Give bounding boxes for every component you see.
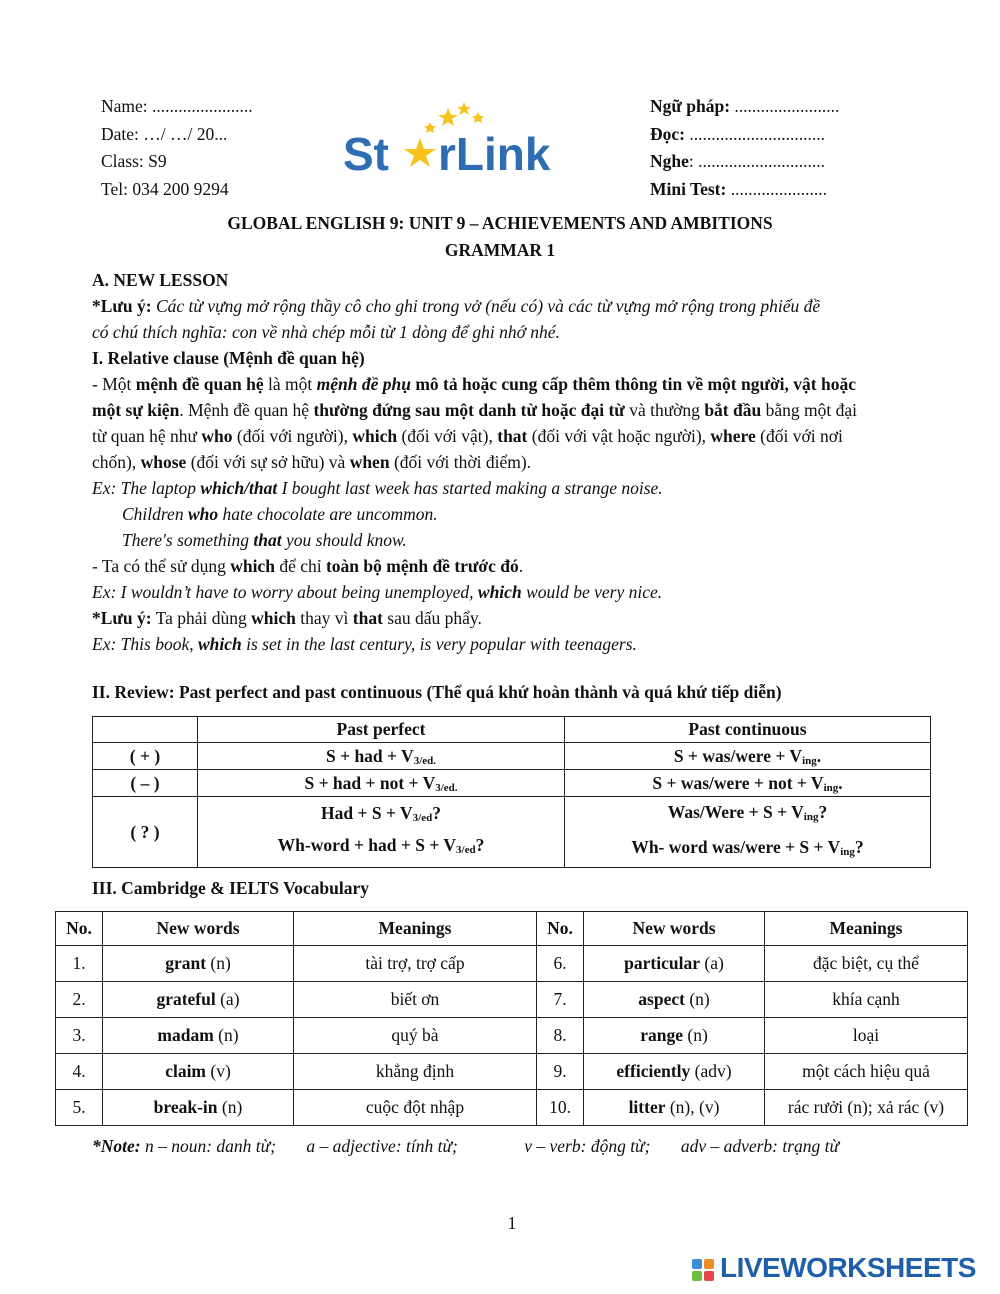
- row-label: ( + ): [93, 743, 198, 770]
- example-line: Ex: I wouldn’t have to worry about being unemployed, which would be very nice.: [92, 582, 663, 602]
- tel-field: Tel: 034 200 9294: [101, 178, 229, 199]
- paragraph-line: - Một mệnh đề quan hệ là một mệnh đề phụ mô tả hoặc cung cấp thêm thông tin về một người, vật hoặc: [92, 374, 856, 394]
- section-a-heading: A. NEW LESSON: [92, 270, 229, 290]
- word-cell: aspect (n): [584, 982, 765, 1018]
- row-label: ( ? ): [93, 797, 198, 868]
- column-header: Past continuous: [565, 717, 931, 743]
- grammar-score: Ngữ pháp: ........................: [650, 96, 840, 116]
- column-header: No.: [56, 912, 103, 946]
- paragraph-line: chốn), whose (đối với sự sở hữu) và when (đối với thời điểm).: [92, 452, 532, 472]
- reading-score: Đọc: ...............................: [650, 123, 825, 144]
- paragraph-line: - Ta có thể sử dụng which để chỉ toàn bộ mệnh đề trước đó.: [92, 556, 524, 576]
- formula-cell: S + had + not + $V_{3/ed.}$: [198, 770, 565, 797]
- page-number: 1: [507, 1213, 517, 1233]
- word-cell: claim (v): [103, 1054, 294, 1090]
- header-row: [56, 912, 968, 946]
- unit-title: GLOBAL ENGLISH 9: UNIT 9 – ACHIEVEMENTS AND AMBITIONS: [227, 213, 773, 233]
- example-line: There's something that you should know.: [122, 530, 407, 550]
- starlink-logo: [340, 100, 580, 180]
- paragraph-line: một sự kiện. Mệnh đề quan hệ thường đứng sau một danh từ hoặc đại từ và thường bắt đầu bằng một đại: [92, 400, 857, 420]
- formula-cell: S + was/were + $V_{ing}$.: [565, 743, 931, 770]
- column-header: Past perfect: [198, 717, 565, 743]
- logo-star-icon: [438, 108, 458, 126]
- review-heading-wrap: [92, 679, 960, 705]
- liveworksheets-text: LIVEWORKSHEETS: [720, 1252, 976, 1283]
- score-info: [650, 93, 839, 203]
- formula-cell: Was/Were + $S + V_{ing}$? Wh- word was/were + $S + V_{ing}$?: [565, 797, 931, 868]
- listening-score: Nghe: .............................: [650, 151, 826, 171]
- word-cell: efficiently (adv): [584, 1054, 765, 1090]
- row-label: ( – ): [93, 770, 198, 797]
- column-header: New words: [103, 912, 294, 946]
- word-cell: break-in (n): [103, 1090, 294, 1126]
- word-cell: particular (a): [584, 946, 765, 982]
- table-row: 5. break-in (n) cuộc đột nhập 10. litter (n), (v) rác rưởi (n); xả rác (v): [56, 1090, 968, 1126]
- word-cell: litter (n), (v): [584, 1090, 765, 1126]
- logo-star-icon: [424, 122, 436, 133]
- table-row: [93, 770, 931, 797]
- note-line: có chú thích nghĩa: con về nhà chép mỗi từ 1 dòng để ghi nhớ nhé.: [92, 322, 560, 342]
- example-line: Children who hate chocolate are uncommon.: [122, 504, 438, 524]
- logo-star-icon: [472, 112, 484, 123]
- formula-cell: Had + $S + V_{3/ed}$? Wh-word + had + $S + V_{3/ed}$?: [198, 797, 565, 868]
- formula-cell: S + was/were + not + $V_{ing}$.: [565, 770, 931, 797]
- table-row: [93, 797, 931, 868]
- column-header: Meanings: [294, 912, 537, 946]
- liveworksheets-icon: [692, 1259, 714, 1281]
- logo-text-right: rLink: [438, 128, 551, 180]
- example-line: Ex: This book, which is set in the last century, is very popular with teenagers.: [92, 634, 637, 654]
- table-cell: [93, 717, 198, 743]
- logo-text-left: St: [343, 128, 389, 180]
- paragraph-line: từ quan hệ như who (đối với người), which (đối với vật), that (đối với vật hoặc người), where (đối với nơi: [92, 426, 843, 446]
- abbreviation-note: *Note: n – noun: danh từ; a – adjective: tính từ; v – verb: động từ; adv – adverb: trạng từ: [92, 1136, 840, 1156]
- column-header: Meanings: [765, 912, 968, 946]
- table-row: 3. madam (n) quý bà 8. range (n) loại: [56, 1018, 968, 1054]
- class-field: Class: S9: [101, 151, 167, 171]
- table-row: 2. grateful (a) biết ơn 7. aspect (n) khía cạnh: [56, 982, 968, 1018]
- review-heading: II. Review: Past perfect and past continuous (Thể quá khứ hoàn thành và quá khứ tiếp diễn): [92, 682, 782, 702]
- column-header: No.: [537, 912, 584, 946]
- liveworksheets-logo: [692, 1252, 992, 1285]
- logo-star-icon: [457, 102, 471, 115]
- vocab-table: [55, 911, 968, 1126]
- word-cell: grant (n): [103, 946, 294, 982]
- vocab-heading: III. Cambridge & IELTS Vocabulary: [92, 878, 369, 898]
- note-line: *Lưu ý: Ta phải dùng which thay vì that sau dấu phẩy.: [92, 608, 482, 628]
- example-line: Ex: The laptop which/that I bought last week has started making a strange noise.: [92, 478, 663, 498]
- logo-star-icon: [404, 138, 436, 167]
- column-header: New words: [584, 912, 765, 946]
- formula-cell: S + had + $V_{3/ed.}$: [198, 743, 565, 770]
- table-row: 1. grant (n) tài trợ, trợ cấp 6. particular (a) đặc biệt, cụ thể: [56, 946, 968, 982]
- vocab-heading-wrap: [92, 875, 960, 901]
- tense-table: [92, 716, 931, 868]
- lesson-body: [92, 267, 960, 657]
- name-field: Name: .......................: [101, 96, 253, 116]
- minitest-score: Mini Test: ......................: [650, 178, 827, 199]
- date-field: Date: …/ …/ 20...: [101, 123, 228, 144]
- table-row: 4. claim (v) khẳng định 9. efficiently (adv) một cách hiệu quả: [56, 1054, 968, 1090]
- note-line: *Lưu ý: Các từ vựng mở rộng thầy cô cho ghi trong vở (nếu có) và các từ vựng mở rộng trong phiếu đề: [92, 296, 821, 316]
- student-info: [101, 93, 253, 203]
- word-cell: grateful (a): [103, 982, 294, 1018]
- lesson-title: GRAMMAR 1: [444, 240, 556, 260]
- relative-clause-heading: I. Relative clause (Mệnh đề quan hệ): [92, 348, 365, 368]
- table-row: [93, 743, 931, 770]
- word-cell: madam (n): [103, 1018, 294, 1054]
- word-cell: range (n): [584, 1018, 765, 1054]
